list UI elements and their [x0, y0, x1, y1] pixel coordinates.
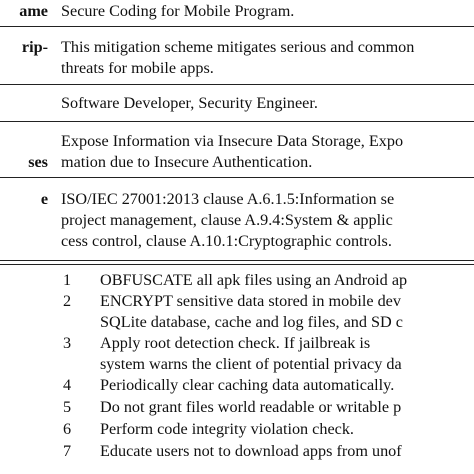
step-text: [100, 270, 474, 291]
row-value-causes: [61, 131, 474, 173]
step-number: 7: [62, 442, 72, 460]
row-label-causes: [0, 131, 48, 173]
step-number: 6: [62, 420, 72, 438]
step-text: [100, 375, 474, 396]
step-text: [100, 333, 474, 375]
step-line: Do not grant files world readable or writable p: [100, 398, 402, 416]
step-number: 3: [62, 334, 72, 352]
row-label-line: rip-: [21, 38, 48, 56]
row-value-compliance: [61, 189, 474, 252]
row-value-line: cess control, clause A.10.1:Cryptographic controls.: [61, 232, 392, 250]
row-label-line: [0, 131, 48, 152]
step-line: Periodically clear caching data automatically.: [100, 376, 395, 394]
row-value-line: ISO/IEC 27001:2013 clause A.6.1.5:Information se: [61, 190, 395, 208]
row-label-roles: [0, 93, 48, 114]
step-line: ENCRYPT sensitive data stored in mobile dev: [100, 292, 401, 310]
table-rule: [0, 26, 474, 27]
step-number: 4: [62, 376, 72, 394]
row-value-line: Expose Information via Insecure Data Storage, Expo: [61, 132, 404, 150]
step-text: [100, 419, 474, 440]
step-line: Educate users not to download apps from unof: [100, 442, 402, 460]
row-label-compliance: [0, 189, 48, 210]
table-double-rule: [0, 260, 474, 265]
row-value-line: Software Developer, Security Engineer.: [61, 94, 318, 112]
step-number: 5: [62, 398, 72, 416]
row-value-line: project management, clause A.9.4:System & applic: [61, 211, 393, 229]
step-text: [100, 291, 474, 333]
step-text: [100, 441, 474, 462]
step-line: Apply root detection check. If jailbreak is: [100, 334, 371, 352]
step-number: 2: [62, 292, 72, 310]
table-rule: [0, 121, 474, 122]
row-value-roles: [61, 93, 474, 114]
step-line: system warns the client of potential privacy da: [100, 355, 402, 373]
row-value-line: mation due to Insecure Authentication.: [61, 153, 313, 171]
step-number: 1: [62, 271, 72, 289]
row-value-line: threats for mobile apps.: [61, 59, 214, 77]
step-line: SQLite database, cache and log files, and SD c: [100, 313, 403, 331]
table-rule: [0, 84, 474, 85]
row-label-line: e: [40, 190, 48, 208]
row-label-line: ame: [19, 2, 48, 20]
table-rule: [0, 177, 474, 178]
step-text: [100, 397, 474, 418]
step-line: OBFUSCATE all apk files using an Android ap: [100, 271, 408, 289]
row-value-description: [61, 37, 474, 79]
step-line: Perform code integrity violation check.: [100, 420, 354, 438]
row-label-line: ses: [28, 153, 48, 171]
row-label-description: [0, 37, 48, 58]
row-value-line: This mitigation scheme mitigates serious and common: [61, 38, 415, 56]
row-value-name: [61, 1, 474, 22]
row-value-line: Secure Coding for Mobile Program.: [61, 2, 295, 20]
row-label-name: [0, 1, 48, 22]
